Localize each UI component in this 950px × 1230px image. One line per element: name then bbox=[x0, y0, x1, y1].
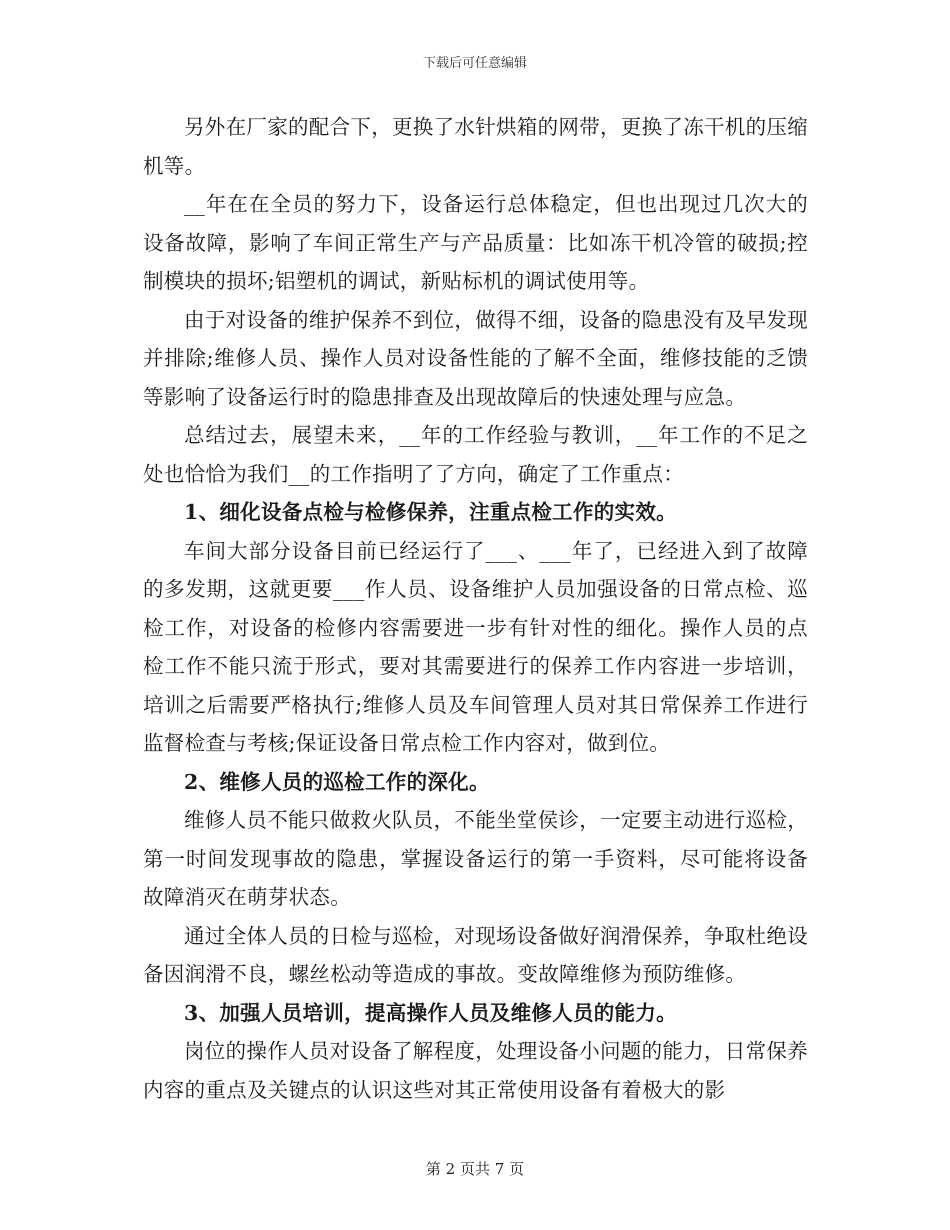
section-heading: 2、维修人员的巡检工作的深化。 bbox=[184, 769, 490, 794]
paragraph: 总结过去，展望未来，__年的工作经验与教训，__年工作的不足之处也恰恰为我们__的工作指明了了方向，确定了工作重点： bbox=[143, 423, 808, 486]
page-header-note: 下载后可任意编辑 bbox=[422, 56, 527, 71]
paragraph: 由于对设备的维护保养不到位，做得不细，设备的隐患没有及早发现并排除;维修人员、操作人员对设备性能的了解不全面，维修技能的乏馈等影响了设备运行时的隐患排查及出现故障后的快速处理与应急。 bbox=[143, 307, 808, 409]
section-heading: 3、加强人员培训，提高操作人员及维修人员的能力。 bbox=[184, 1000, 677, 1025]
paragraph: 车间大部分设备目前已经运行了___、___年了，已经进入到了故障的多发期，这就更要___作人员、设备维护人员加强设备的日常点检、巡检工作，对设备的检修内容需要进一步有针对性的细化。操作人员的点检工作不能只流于形式，要对其需要进行的保养工作内容进一步培训，培训之后需要严格执行;维修人员及车间管理人员对其日常保养工作进行监督检查与考核;保证设备日常点检工作内容对，做到位。 bbox=[143, 538, 808, 755]
paragraph: 另外在厂家的配合下，更换了水针烘箱的网带，更换了冻干机的压缩机等。 bbox=[143, 115, 808, 178]
paragraph: 维修人员不能只做救火队员，不能坐堂侯诊，一定要主动进行巡检，第一时间发现事故的隐患，掌握设备运行的第一手资料，尽可能将设备故障消灭在萌芽状态。 bbox=[143, 808, 808, 909]
paragraph: 通过全体人员的日检与巡检，对现场设备做好润滑保养，争取杜绝设备因润滑不良，螺丝松动等造成的事故。变故障维修为预防维修。 bbox=[143, 923, 808, 986]
paragraph: __年在在全员的努力下，设备运行总体稳定，但也出现过几次大的设备故障，影响了车间正常生产与产品质量：比如冻干机冷管的破损;控制模块的损坏;铝塑机的调试，新贴标机的调试使用等。 bbox=[143, 192, 808, 293]
document-body bbox=[143, 108, 808, 1109]
page-number: 第 2 页共 7 页 bbox=[425, 1160, 525, 1178]
section-heading: 1、细化设备点检与检修保养，注重点检工作的实效。 bbox=[184, 500, 677, 524]
paragraph: 岗位的操作人员对设备了解程度，处理设备小问题的能力，日常保养内容的重点及关键点的认识这些对其正常使用设备有着极大的影 bbox=[143, 1039, 808, 1102]
